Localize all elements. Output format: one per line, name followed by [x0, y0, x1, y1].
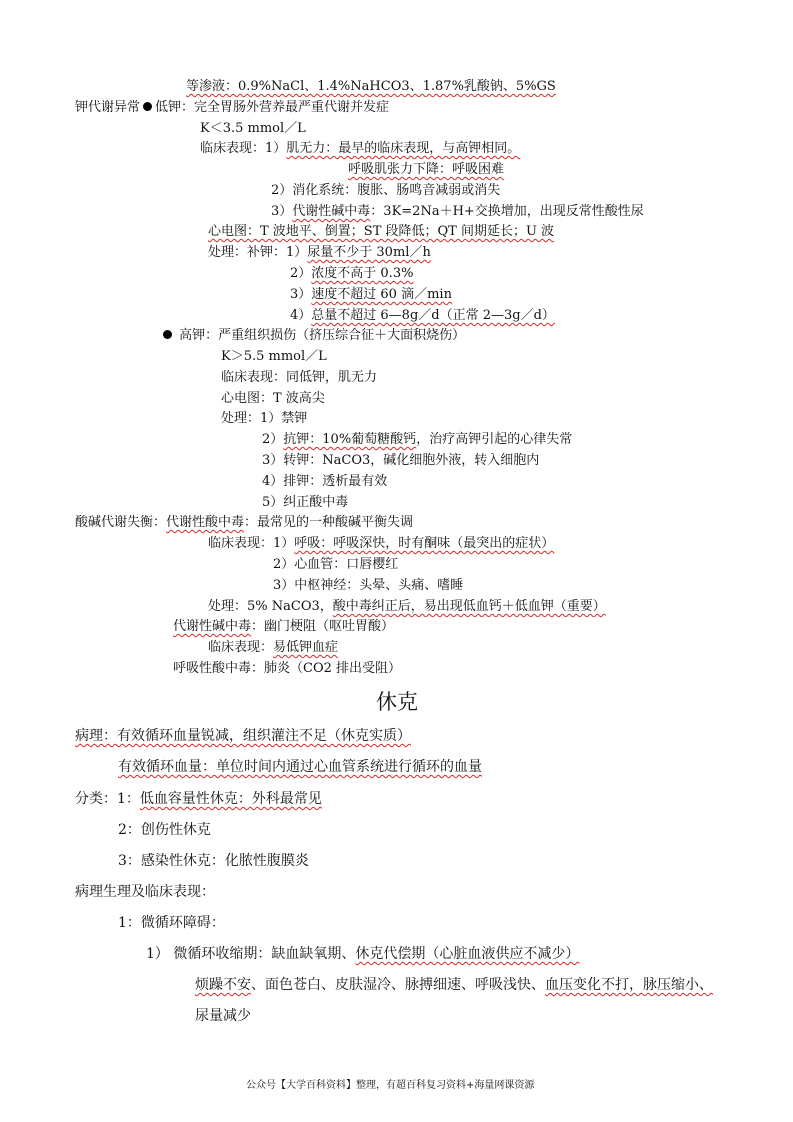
bullet-icon	[163, 330, 172, 339]
text-segment: K＞5.5 mmol／L	[221, 349, 327, 364]
bullet-icon	[143, 102, 152, 111]
underlined-text: 速度不超过 60 滴／min	[311, 287, 452, 302]
text-segment: 分类：1：	[75, 791, 140, 807]
text-line	[118, 821, 211, 839]
text-segment: 3）	[271, 204, 293, 219]
text-segment: 低钾：完全胃肠外营养最严重代谢并发症	[155, 100, 390, 115]
text-segment: 1） 微循环收缩期：缺血缺氧期、	[146, 946, 356, 962]
text-segment: K＜3.5 mmol／L	[200, 121, 306, 136]
text-line	[290, 307, 555, 325]
underlined-text: 休克代偿期（心脏血液供应不减少）	[355, 946, 580, 962]
text-segment: 病理生理及临床表现：	[75, 884, 215, 900]
text-line	[75, 99, 389, 117]
text-segment: 尿量减少	[195, 1008, 251, 1024]
text-segment: 3）中枢神经：头晕、头痛、嗜睡	[273, 578, 464, 593]
text-line	[195, 976, 713, 994]
underlined-text: 心电图：T 波地平、倒置；ST 段降低；QT 间期延长；U 波	[208, 224, 555, 239]
text-line	[262, 473, 387, 491]
text-line	[118, 914, 225, 932]
text-segment: 高钾：严重组织损伤（挤压综合征＋大面积烧伤）	[175, 328, 466, 343]
text-line	[200, 120, 306, 138]
text-segment: 4）	[290, 308, 312, 323]
underlined-text: 低血容量性休克：外科最常见	[139, 791, 322, 807]
text-segment: 处理：补钾：1）	[208, 245, 308, 260]
text-segment: 2：创伤性休克	[118, 822, 211, 838]
text-line	[118, 852, 309, 870]
text-segment: ：最常见的一种酸碱平衡失调	[244, 515, 414, 530]
underlined-text: 呼吸肌张力下降：呼吸困难	[348, 162, 505, 177]
text-segment: 3）	[290, 287, 312, 302]
text-line	[186, 78, 556, 96]
underlined-text: 浓度不高于 0.3%	[311, 266, 414, 281]
text-line	[146, 945, 579, 963]
text-line	[208, 535, 554, 553]
text-line	[173, 618, 394, 636]
text-line	[195, 1007, 251, 1025]
text-line	[173, 660, 401, 678]
text-segment: 处理：5% NaCO3，	[208, 599, 333, 614]
underlined-text: 易低钾血症	[273, 640, 339, 655]
text-segment: 呼吸性酸中毒：肺炎（CO2 排出受阻）	[173, 661, 402, 676]
text-line	[221, 410, 307, 428]
text-segment: 酸碱代谢失衡：	[75, 515, 167, 530]
text-line	[273, 556, 398, 574]
underlined-text: 肌无力：最早的临床表现，与高钾相同。	[286, 141, 521, 156]
underlined-text: 呼吸：呼吸深快，时有酮味（最突出的症状）	[294, 536, 555, 551]
underlined-text: 总量不超过 6—8g／d（正常 2—3g／d）	[311, 308, 555, 323]
text-line	[75, 514, 413, 532]
underlined-text: 有效循环血量：单位时间内通过心血管系统进行循环的血量	[118, 759, 482, 775]
text-line	[208, 223, 554, 241]
text-line	[221, 390, 325, 408]
text-segment: 临床表现：同低钾，肌无力	[221, 370, 378, 385]
text-segment: ：3K=2Na＋H+交换增加，出现反常性酸性尿	[370, 204, 644, 219]
text-line	[200, 140, 520, 158]
page-footer: 公众号【大学百科资料】整理，有超百科复习资料+海量网课资源	[246, 1080, 535, 1091]
text-line	[208, 639, 338, 657]
text-line	[75, 883, 215, 901]
text-segment: 心电图：T 波高尖	[221, 391, 325, 406]
text-segment: 2）消化系统：腹胀、肠鸣音减弱或消失	[271, 183, 501, 198]
text-line	[208, 598, 606, 616]
text-segment: 2）心血管：口唇樱红	[273, 557, 399, 572]
underlined-text: 抗钾：10%葡萄糖酸钙	[283, 432, 417, 447]
text-segment: 、面色苍白、皮肤湿冷、脉搏细速、呼吸浅快、	[251, 977, 545, 993]
text-line	[221, 369, 377, 387]
underlined-text: 等渗液：0.9%NaCl、1.4%NaHCO3、1.87%乳酸钠、5%GS	[186, 79, 556, 94]
section-heading: 休克	[376, 690, 418, 714]
text-line	[118, 758, 482, 776]
underlined-text: 尿量不少于 30ml／h	[307, 245, 431, 260]
text-segment: 临床表现：1）	[200, 141, 287, 156]
text-segment: ，治疗高钾引起的心律失常	[416, 432, 573, 447]
text-line	[271, 182, 500, 200]
text-line	[348, 161, 504, 179]
text-segment: 4）排钾：透析最有效	[262, 474, 388, 489]
underlined-text: 酸中毒纠正后，易出现低血钙＋低血钾（重要）	[332, 599, 606, 614]
text-line	[273, 577, 463, 595]
text-line	[221, 348, 327, 366]
text-line	[75, 727, 411, 745]
text-line	[290, 265, 413, 283]
text-line	[290, 286, 452, 304]
text-segment: 3）转钾：NaCO3，碱化细胞外液，转入细胞内	[262, 453, 540, 468]
text-segment: 2）	[290, 266, 312, 281]
text-segment: 1：微循环障碍：	[118, 915, 225, 931]
text-segment: 3：感染性休克：化脓性腹膜炎	[118, 853, 309, 869]
underlined-text: 代谢性酸中毒	[166, 515, 245, 530]
text-line	[271, 203, 644, 221]
text-line	[75, 790, 322, 808]
text-line	[262, 431, 572, 449]
text-segment: 临床表现：1）	[208, 536, 295, 551]
text-segment: 钾代谢异常	[75, 100, 141, 115]
text-segment: ：幽门梗阻（呕吐胃酸）	[251, 619, 395, 634]
underlined-text: 病理：有效循环血量锐减，组织灌注不足（休克实质）	[75, 728, 411, 744]
text-line	[160, 327, 465, 345]
text-line	[262, 494, 348, 512]
text-segment: 处理：1）禁钾	[221, 411, 308, 426]
text-segment: 临床表现：	[208, 640, 274, 655]
text-segment: 2）	[262, 432, 284, 447]
text-line	[208, 244, 431, 262]
underlined-text: 代谢性碱中毒	[292, 204, 371, 219]
underlined-text: 血压变化不打，脉压缩小、	[545, 977, 713, 993]
underlined-text: 代谢性碱中毒	[173, 619, 252, 634]
text-segment: 5）纠正酸中毒	[262, 495, 349, 510]
text-line	[262, 452, 539, 470]
underlined-text: 烦躁不安	[195, 977, 251, 993]
